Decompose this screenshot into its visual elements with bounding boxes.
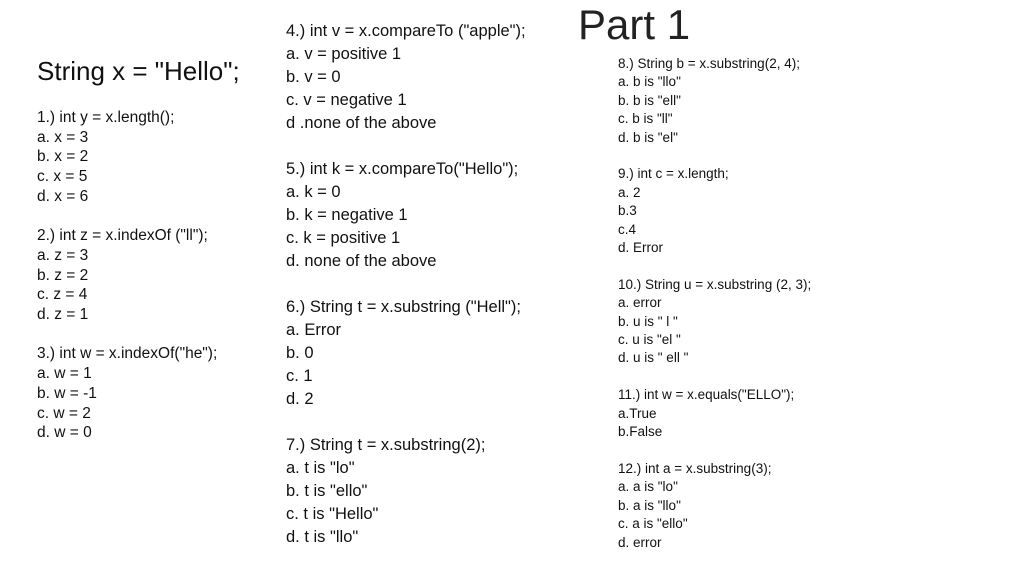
answer-option: c. 1: [286, 367, 313, 385]
answer-option: c. k = positive 1: [286, 229, 401, 247]
question-block: [286, 158, 526, 273]
question-column-middle: [286, 20, 526, 549]
question-text: 4.) int v = x.compareTo ("apple");: [286, 22, 526, 40]
answer-option: a. Error: [286, 321, 342, 339]
question-text: 1.) int y = x.length();: [37, 109, 175, 126]
question-block: [286, 20, 526, 135]
question-block: [37, 344, 217, 443]
answer-option: d. t is "llo": [286, 528, 359, 546]
answer-option: a. a is "lo": [618, 479, 678, 495]
answer-option: d. u is " ell ": [618, 350, 689, 366]
answer-option: d. z = 1: [37, 306, 89, 324]
answer-option: a. w = 1: [37, 365, 92, 383]
answer-option: c. u is "el ": [618, 332, 681, 348]
answer-option: b. z = 2: [37, 266, 89, 284]
answer-option: a. 2: [618, 184, 641, 200]
answer-option: b. u is " l ": [618, 313, 678, 329]
answer-option: b. 0: [286, 344, 314, 362]
question-text: 7.) String t = x.substring(2);: [286, 436, 486, 454]
question-text: 10.) String u = x.substring (2, 3);: [618, 276, 812, 292]
answer-option: b. v = 0: [286, 68, 341, 86]
answer-option: d. Error: [618, 240, 664, 256]
answer-option: c. t is "Hello": [286, 505, 379, 523]
question-block: [37, 108, 217, 207]
answer-option: c. z = 4: [37, 286, 88, 304]
answer-option: b. t is "ello": [286, 482, 368, 500]
answer-option: d. x = 6: [37, 187, 89, 205]
answer-option: b. a is "llo": [618, 497, 681, 513]
answer-option: d. error: [618, 534, 662, 550]
question-block: [618, 165, 811, 257]
question-text: 6.) String t = x.substring ("Hell");: [286, 298, 521, 316]
answer-option: b.3: [618, 203, 637, 219]
answer-option: a.True: [618, 405, 657, 421]
question-block: [618, 386, 811, 441]
question-text: 8.) String b = x.substring(2, 4);: [618, 56, 800, 71]
string-declaration-heading: String x = "Hello";: [37, 56, 240, 86]
answer-option: d. b is "el": [618, 129, 678, 145]
answer-option: d. w = 0: [37, 424, 92, 442]
answer-option: b. k = negative 1: [286, 206, 408, 224]
question-text: 5.) int k = x.compareTo("Hello");: [286, 160, 519, 178]
answer-option: c. a is "ello": [618, 516, 688, 532]
answer-option: c.4: [618, 221, 637, 237]
question-block: [37, 226, 217, 325]
question-text: 2.) int z = x.indexOf ("ll");: [37, 227, 208, 245]
answer-option: a. x = 3: [37, 128, 89, 146]
answer-option: c. w = 2: [37, 404, 91, 422]
answer-option: c. x = 5: [37, 168, 88, 186]
question-block: [618, 55, 811, 147]
slide-title: Part 1: [578, 1, 691, 48]
answer-option: c. b is "ll": [618, 111, 673, 127]
question-column-right: [618, 55, 811, 552]
question-text: 9.) int c = x.length;: [618, 166, 729, 182]
answer-option: c. v = negative 1: [286, 91, 407, 109]
question-text: 3.) int w = x.indexOf("he");: [37, 345, 218, 363]
question-text: 12.) int a = x.substring(3);: [618, 460, 772, 476]
answer-option: b. b is "ell": [618, 92, 681, 108]
answer-option: b.False: [618, 424, 663, 440]
answer-option: d .none of the above: [286, 114, 437, 132]
answer-option: a. b is "llo": [618, 74, 681, 90]
question-block: [618, 460, 811, 552]
answer-option: b. x = 2: [37, 148, 89, 166]
answer-option: a. error: [618, 295, 662, 311]
question-column-left: [37, 108, 217, 443]
answer-option: a. z = 3: [37, 246, 89, 264]
answer-option: d. 2: [286, 390, 314, 408]
answer-option: a. k = 0: [286, 183, 341, 201]
question-block: [286, 296, 526, 411]
answer-option: d. none of the above: [286, 252, 437, 270]
question-block: [286, 434, 526, 549]
answer-option: b. w = -1: [37, 384, 97, 402]
question-block: [618, 276, 811, 368]
question-text: 11.) int w = x.equals("ELLO");: [618, 387, 795, 403]
answer-option: a. v = positive 1: [286, 45, 402, 63]
answer-option: a. t is "lo": [286, 459, 355, 477]
